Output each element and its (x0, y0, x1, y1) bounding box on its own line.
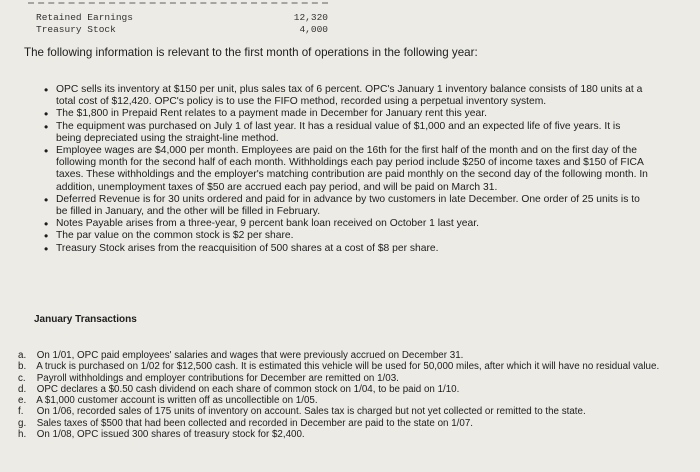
item-text: Sales taxes of $500 that had been collected and recorded in December are paid to the state on 1/07. (36, 417, 473, 429)
item-text: A $1,000 customer account is written off as uncollectible on 1/05. (36, 395, 318, 407)
account-label: Retained Earnings (36, 12, 133, 23)
item-text: A truck is purchased on 1/02 for $12,500 cash. It is estimated this vehicle will be used for 50,000 miles, after which it will have no residual value. (36, 361, 660, 373)
transaction-item: d. OPC declares a $0.50 cash dividend on each share of common stock on 1/04, to be paid on 1/10. (18, 383, 460, 395)
account-row-retained-earnings (36, 12, 328, 23)
transaction-item: g. Sales taxes of $500 that had been collected and recorded in December are paid to the state on 1/07. (18, 417, 473, 429)
transaction-item: c. Payroll withholdings and employer contributions for December are remitted on 1/03. (18, 372, 399, 384)
section-title: January Transactions (34, 314, 137, 325)
list-item: • Treasury Stock arises from the reacquisition of 500 shares at a cost of $8 per share. (46, 243, 648, 255)
list-item: • Notes Payable arises from a three-year, 9 percent bank loan received on October 1 last year. (46, 218, 648, 230)
item-text: On 1/06, recorded sales of 175 units of inventory on account. Sales tax is charged but not yet collected or remitted to the state. (36, 406, 586, 418)
item-text: On 1/01, OPC paid employees' salaries and wages that were previously accrued on December 31. (36, 350, 464, 361)
account-amount: 4,000 (299, 24, 328, 35)
list-item: • The par value on the common stock is $2 per share. (46, 230, 648, 242)
intro-text: The following information is relevant to the first month of operations in the following year: (24, 46, 478, 59)
item-text: OPC declares a $0.50 cash dividend on each share of common stock on 1/04, to be paid on 1/10. (36, 383, 460, 395)
account-label: Treasury Stock (36, 24, 116, 35)
transaction-item: a. On 1/01, OPC paid employees' salaries and wages that were previously accrued on December 31. (18, 350, 464, 361)
list-item: • OPC sells its inventory at $150 per unit, plus sales tax of 6 percent. OPC's January 1 inventory balance consists of 180 units at a total cost of $12,420. OPC's policy is to use the FIFO method, recorded using a perpetual inventory system. (46, 84, 648, 108)
info-list (46, 84, 648, 255)
account-amount: 12,320 (293, 12, 328, 23)
transaction-item: e. A $1,000 customer account is written off as uncollectible on 1/05. (18, 395, 318, 407)
cropped-table-rule (28, 2, 328, 10)
transactions-list (18, 350, 664, 441)
list-item: • The equipment was purchased on July 1 of last year. It has a residual value of $1,000 and an expected life of five years. It is being depreciated using the straight-line method. (46, 121, 648, 145)
account-row-treasury-stock (36, 24, 328, 35)
item-text: On 1/08, OPC issued 300 shares of treasury stock for $2,400. (36, 429, 305, 441)
transaction-item: f. On 1/06, recorded sales of 175 units of inventory on account. Sales tax is charged but not yet collected or remitted to the state. (18, 406, 586, 418)
list-item: • Employee wages are $4,000 per month. Employees are paid on the 16th for the first half of the month and on the first day of the following month for the second half of each month. Withholdings each pay period include $250 of income taxes and $150 of FICA taxes. These withholdings and the employer's matching contribution are paid monthly on the second day of the following month. In addition, unemployment taxes of $50 are accrued each pay period, and will be paid on March 31. (46, 145, 648, 194)
transaction-item: b. A truck is purchased on 1/02 for $12,500 cash. It is estimated this vehicle will be used for 50,000 miles, after which it will have no residual value. (18, 361, 660, 373)
list-item: • Deferred Revenue is for 30 units ordered and paid for in advance by two customers in late December. One order of 25 units is to be filled in January, and the other will be filled in February. (46, 194, 648, 218)
transaction-item: h. On 1/08, OPC issued 300 shares of treasury stock for $2,400. (18, 429, 305, 441)
list-item: • The $1,800 in Prepaid Rent relates to a payment made in December for January rent this year. (46, 108, 648, 120)
item-text: Payroll withholdings and employer contributions for December are remitted on 1/03. (36, 372, 399, 384)
